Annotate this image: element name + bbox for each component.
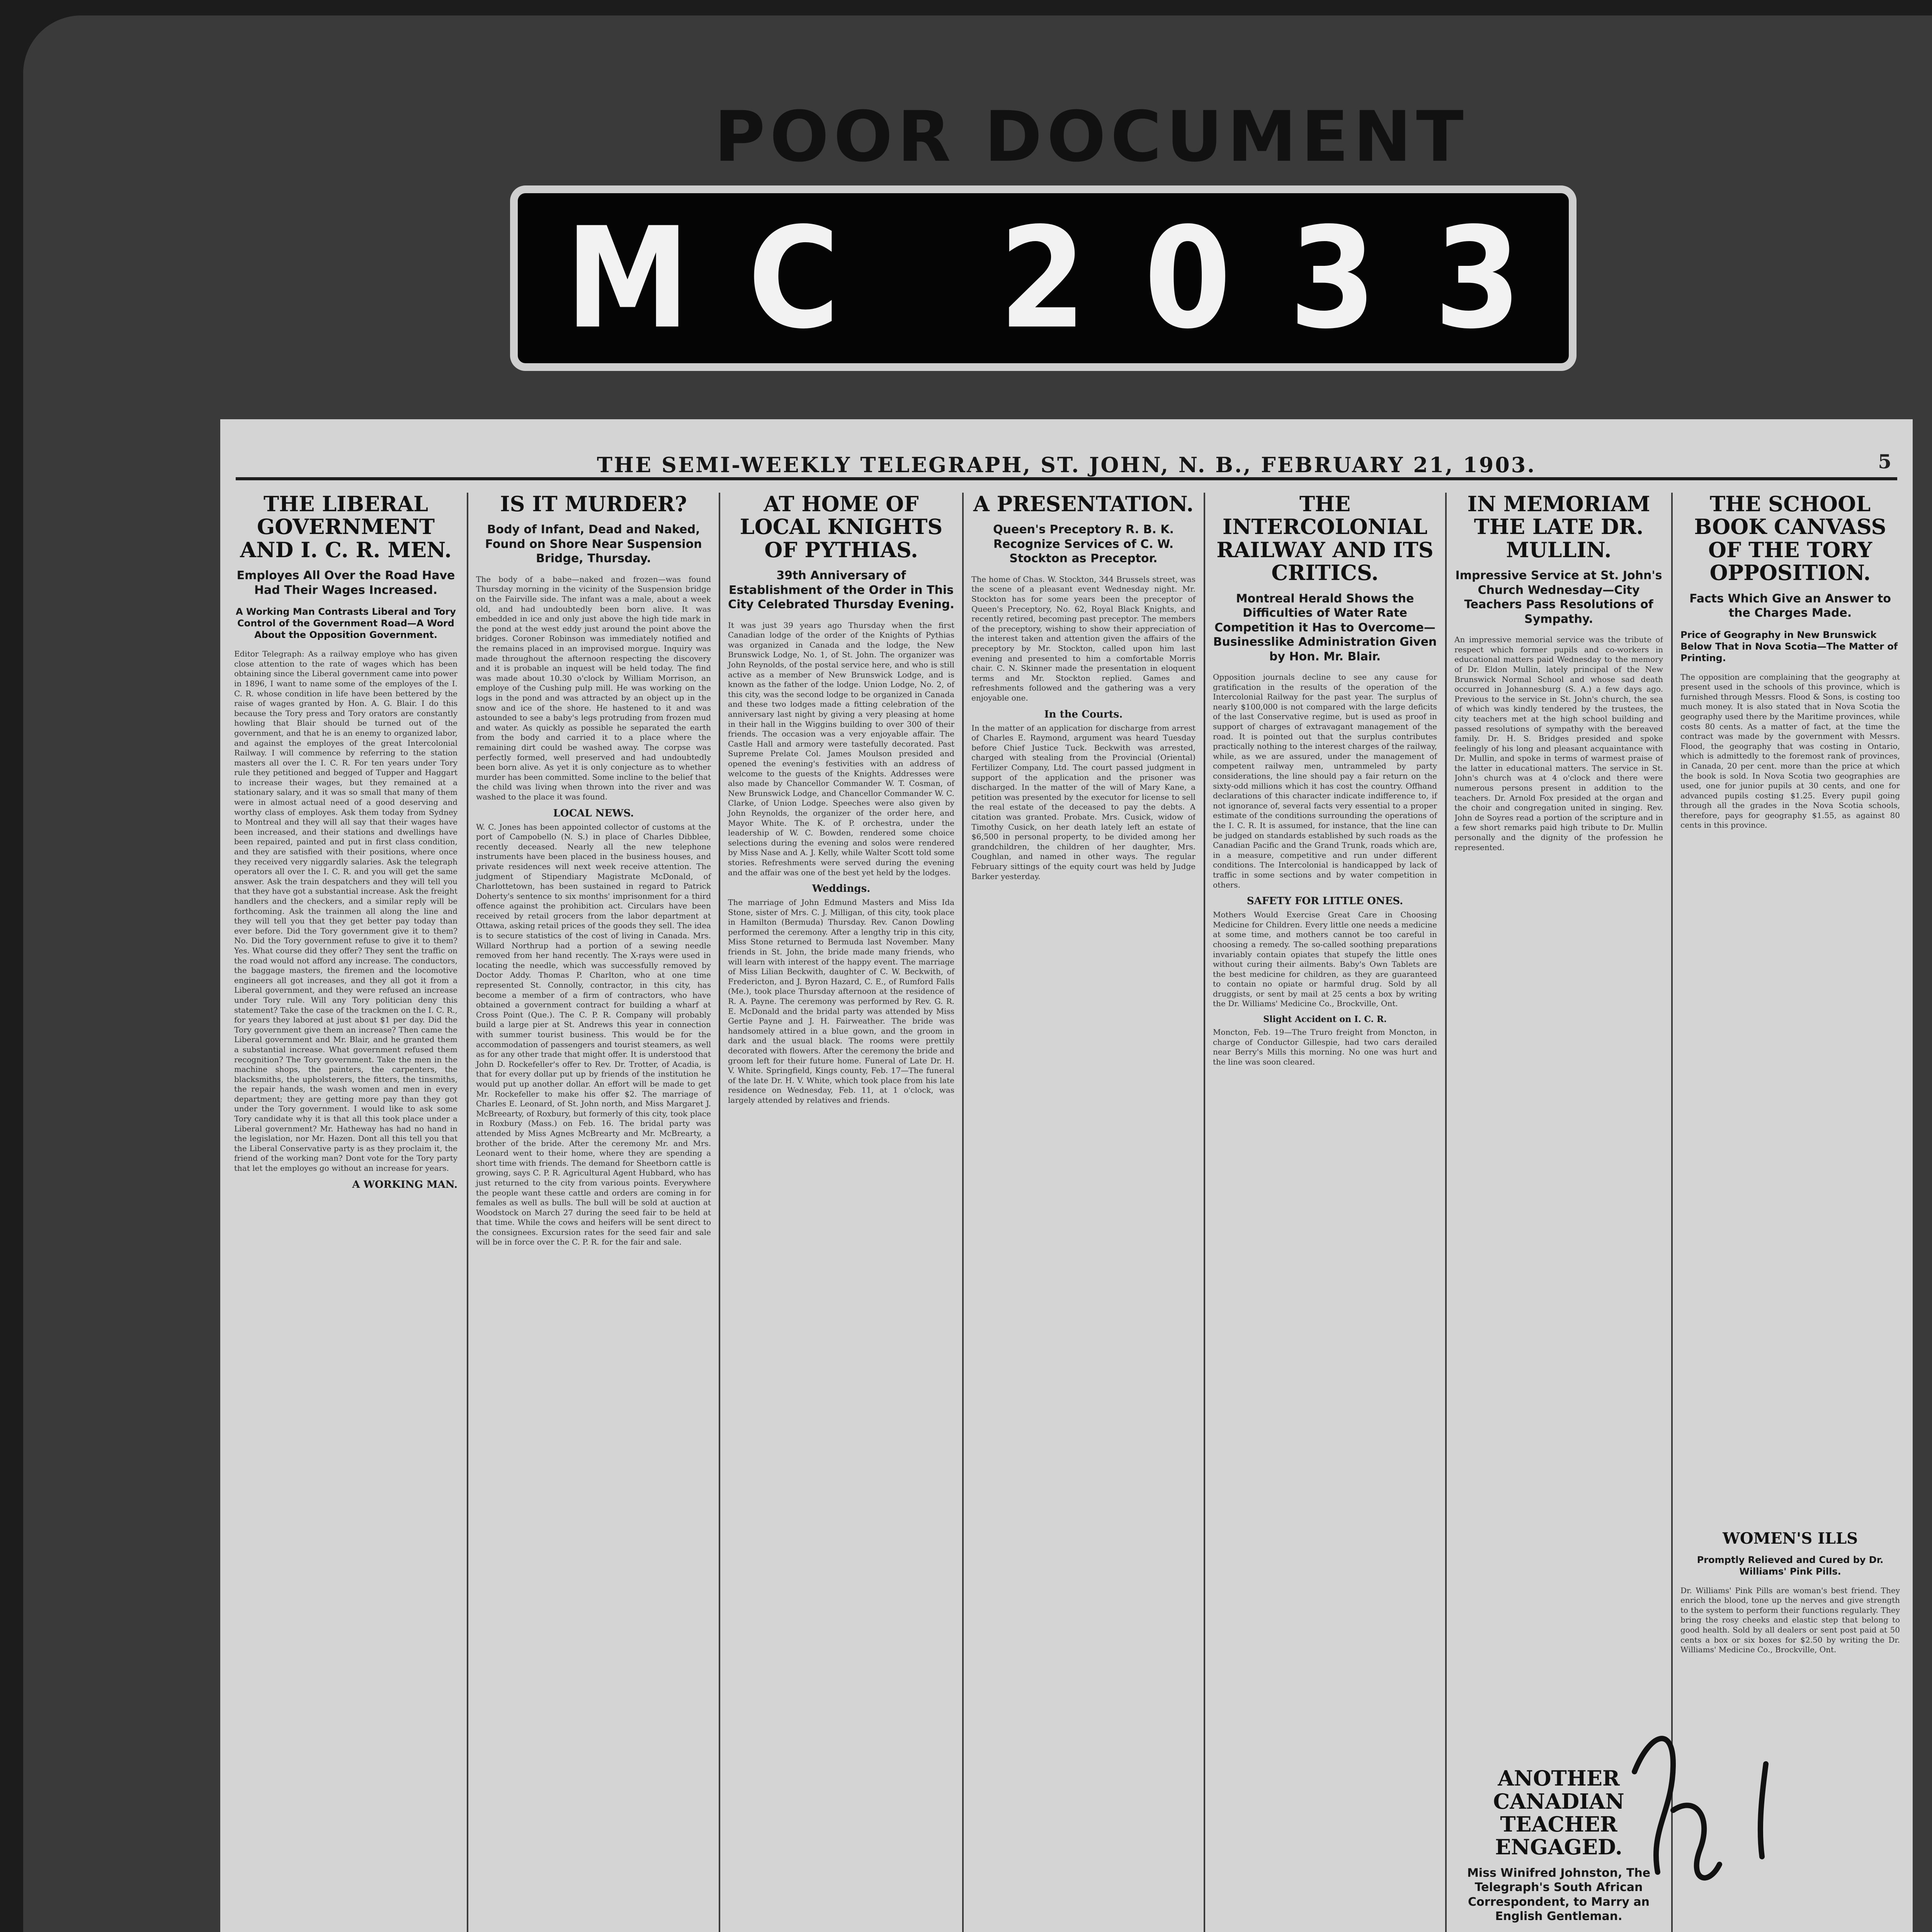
- article-body: W. C. Jones has been appointed collector of customs at the port of Campobello (N. S.) in place of Charles Dibblee, recently deceased. Nearly all the new telephone instruments have been placed in the business houses, and private residences will next week receive attention. The judgment of Stipendiary Magistrate McDonald, of Charlottetown, has been sustained in regard to Patrick Doherty's sentence to six months' imprisonment for a third offence against the prohibition act. Circulars have been received by retail grocers from the labor department at Ottawa, asking retail prices of the goods they sell. The idea is to secure statistics of the cost of living in Canada. Mrs. Willard Northrup had a portion of a sewing needle removed from her hand recently. The X-rays were used in locating the needle, which was successfully removed by Doctor Addy. Thomas P. Charlton, who at one time represented St. Connolly, contractor, in this city, has become a member of a firm of contractors, who have obtained a government contract for building a wharf at Cross Point (Que.). The C. P. R. Company will probably build a large pier at St. Andrews this year in connection with summer tourist business. This would be for the accommodation of passengers and tourist steamers, as well as for any other trade that might offer. It is understood that John D. Rockefeller's offer to Rev. Dr. Trotter, of Acadia, is that for every dollar put up by friends of the institution he would put up another dollar. An effort will be made to get Mr. Rockefeller to make his offer $2. The marriage of Charles E. Leonard, of St. John north, and Miss Margaret J. McBreearty, of Roxbury, but formerly of this city, took place in Roxbury (Mass.) on Feb. 16. The bridal party was attended by Miss Agnes McBrearty and Mr. McBrearty, a brother of the bride. After the ceremony Mr. and Mrs. Leonard went to their home, where they are spending a short time with friends. The demand for Sheetborn cattle is growing, says C. P. R. Agricultural Agent Hubbard, who has just returned to the city from various points. Everywhere the people want these cattle and orders are coming in for females as well as bulls. The bull will be sold at auction at Woodstock on March 27 during the seed fair to be held at that time. While the cows and heifers will be sent direct to the consignees. Excursion rates for the seed fair and sale will be in force over the C. P. R. for the fair and sale.: [476, 822, 711, 1247]
- headline: IS IT MURDER?: [500, 493, 687, 516]
- headline: AT HOME OF LOCAL KNIGHTS OF PYTHIAS.: [740, 493, 943, 562]
- subheadline: Employes All Over the Road Have Had Their Wages Increased.: [236, 569, 455, 597]
- column-3: [722, 493, 961, 1932]
- headline: THE LIBERAL GOVERNMENT AND I. C. R. MEN.: [240, 493, 452, 562]
- column-rule: [1671, 493, 1673, 1932]
- headline: THE SCHOOL BOOK CANVASS OF THE TORY OPPOSITION.: [1694, 493, 1886, 585]
- subheadline-2: Price of Geography in New Brunswick Below That in Nova Scotia—The Matter of Printing.: [1680, 629, 1898, 663]
- signature: A WORKING MAN.: [352, 1179, 457, 1190]
- article-body: An impressive memorial service was the tribute of respect which former pupils and co-workers in educational matters paid Wednesday to the memory of Dr. Eldon Mullin, lately principal of the New Brunswick Normal School and whose sad death occurred in Johannesburg (S. A.) a few days ago. Previous to the service in St. John's church, the sea of which was kindly tendered by the trustees, the city teachers met at the high school building and passed resolutions of sympathy with the bereaved family. Dr. H. S. Bridges presided and spoke feelingly of his long and pleasant acquaintance with Dr. Mullin, and spoke in terms of warmest praise of the latter in educational matters. The service in St. John's church was at 4 o'clock and there were numerous persons present in addition to the teachers. Dr. Arnold Fox presided at the organ and the choir and congregation united in singing. Rev. John de Soyres read a portion of the scripture and in a few short remarks paid high tribute to Dr. Mullin personally and the dignity of the profession he represented.: [1454, 635, 1663, 852]
- section-heading: SAFETY FOR LITTLE ONES.: [1247, 895, 1403, 907]
- column-4: [965, 493, 1202, 1932]
- article-body: Moncton, Feb. 19—The Truro freight from Moncton, in charge of Conductor Gillespie, had two cars derailed near Berry's Mills this morning. No one was hurt and the line was soon cleared.: [1213, 1027, 1437, 1066]
- headline: THE INTERCOLONIAL RAILWAY AND ITS CRITICS.: [1216, 493, 1434, 585]
- section-heading: LOCAL NEWS.: [553, 807, 634, 819]
- article-body: In the matter of an application for discharge from arrest of Charles E. Raymond, argument was heard Tuesday before Chief Justice Tuck. Beckwith was arrested, charged with stealing from the Provincial (Oriental) Fertilizer Company, Ltd. The court passed judgment in support of the application and the prisoner was discharged. In the matter of the will of Mary Kane, a petition was presented by the executor for license to sell the real estate of the deceased to pay the debts. A citation was granted. Probate. Mrs. Cusick, widow of Timothy Cusick, on her death lately left an estate of $6,500 in personal property, to be divided among her grandchildren, the children of her daughter, Mrs. Coughlan, and named in other ways. The regular February sittings of the equity court was held by Judge Barker yesterday.: [971, 723, 1196, 881]
- article-body: Opposition journals decline to see any cause for gratification in the results of the operation of the Intercolonial Railway for the past year. The surplus of nearly $100,000 is not compared with the large deficits of the last Conservative regime, but is used as proof in support of charges of extravagant management of the road. It is pointed out that the surplus contributes practically nothing to the interest charges of the railway, while, as we are assured, under the management of competent railway men, untrammeled by party considerations, the line should pay a fair return on the sixty-odd millions which it has cost the country. Offhand declarations of this character indicate indifference to, if not ignorance of, several facts very essential to a proper estimate of the conditions surrounding the operations of the I. C. R. It is assumed, for instance, that the line can be judged on standards established by such roads as the Canadian Pacific and the Grand Trunk, roads which are, in a measure, competitive and run under different conditions. The Intercolonial is handicapped by lack of traffic in some sections and by water competition in others.: [1213, 672, 1437, 889]
- subheadline: Body of Infant, Dead and Naked, Found on Shore Near Suspension Bridge, Thursday.: [485, 523, 702, 566]
- column-1: [228, 493, 464, 1932]
- article-body: Editor Telegraph: As a railway employe who has given close attention to the rate of wages which has been obtaining since the Liberal government came into power in 1896, I want to name some of the employes of the I. C. R. whose condition in life have been bettered by the raise of wages granted by Hon. A. G. Blair. I do this because the Tory press and Tory orators are constantly howling that Blair should be turned out of the government, and that he is an enemy to organized labor, and against the employes of the great Intercolonial Railway. I will commence by referring to the station masters all over the I. C. R. For ten years under Tory rule they petitioned and begged of Tupper and Haggart to increase their wages, but they remained at a stationary salary, and it was so small that many of them were in almost actual need of a good deserving and worthy class of employes. Ask them today from Sydney to Montreal and they will all say that their wages have been increased, and their stations and dwellings have been repaired, painted and put in first class condition, and they are satisfied with their positions, where once they received very niggardly salaries. Ask the telegraph operators all over the I. C. R. and you will get the same answer. Ask the train despatchers and they will tell you that they have got a substantial increase. Ask the freight handlers and the checkers, and a similar reply will be forthcoming. Ask the trainmen all along the line and they will tell you that they get better pay today than ever before. Did the Tory government give it to them? No. Did the Tory government refuse to give it to them? Yes. What course did they offer? They sent the traffic on the road would not afford any increase. The conductors, the baggage masters, the firemen and the locomotive engineers all got increases, and they all got it from a Liberal government, and they were refused an increase under Tory rule. Will any Tory politician deny this statement? Take the case of the trackmen on the I. C. R., for years they labored at just about $1 per day. Did the Tory government give them an increase? Then came the Liberal government and Mr. Blair, and he granted them a substantial increase. What government refused them recognition? The Tory government. Take the men in the machine shops, the painters, the carpenters, the blacksmiths, the upholsterers, the fitters, the tinsmiths, the repair hands, the wash women and men in every department; they are getting more pay than they got under the Tory government. I would like to ask some Tory candidate why it is that all this took place under a Liberal government? Mr. Hatheway has had no hand in the legislation, nor Mr. Hazen. Dont all this tell you that the Liberal Conservative party is as they proclaim it, the friend of the working man? Dont vote for the Tory party that let the employes go without an increase for years.: [234, 649, 457, 1173]
- poor-document-label: POOR DOCUMENT: [714, 97, 1468, 177]
- headline: WOMEN'S ILLS: [1723, 1529, 1858, 1548]
- newspaper-page: [220, 419, 1913, 1932]
- subheadline: Montreal Herald Shows the Difficulties of Water Rate Competition it Has to Overcome—Businesslike Administration Given by Hon. Mr. Blair.: [1213, 592, 1437, 663]
- headline: A PRESENTATION.: [973, 493, 1194, 516]
- subheadline: Promptly Relieved and Cured by Dr. Williams' Pink Pills.: [1697, 1554, 1884, 1577]
- microfilm-code: MC 2033: [565, 197, 1580, 359]
- column-2: [470, 493, 717, 1932]
- column-rule: [962, 493, 964, 1932]
- subheadline: Queen's Preceptory R. B. K. Recognize Services of C. W. Stockton as Preceptor.: [993, 523, 1174, 566]
- subheadline: Facts Which Give an Answer to the Charges Made.: [1689, 592, 1891, 620]
- column-5: [1207, 493, 1443, 1932]
- article-body: The opposition are complaining that the geography at present used in the schools of this province, which is furnished through Messrs. Flood & Sons, is costing too much money. It is also stated that in Nova Scotia the geography used there by the Maritime provinces, while costs 80 cents. As a matter of fact, at the time the contract was made by the government with Messrs. Flood, the geography that was costing in Ontario, which is admittedly to the foremost rank of provinces, in Canada, 20 per cent. more than the price at which the book is sold. In Nova Scotia two geographies are used, one for junior pupils at 30 cents, and one for advanced pupils costing $1.25. Every pupil going through all the grades in the Nova Scotia schools, therefore, pays for geography $1.55, as against 80 cents in this province.: [1680, 672, 1900, 830]
- subheadline: Impressive Service at St. John's Church Wednesday—City Teachers Pass Resolutions of Sympathy.: [1455, 569, 1662, 626]
- column-rule: [719, 493, 720, 1932]
- article-body: The marriage of John Edmund Masters and Miss Ida Stone, sister of Mrs. C. J. Milligan, of this city, took place in Hamilton (Bermuda) Thursday. Rev. Canon Dowling performed the ceremony. After a lengthy trip in this city, Miss Stone returned to Bermuda last November. Many friends in St. John, the bride made many friends, who will learn with interest of the happy event. The marriage of Miss Lilian Beckwith, daughter of C. W. Beckwith, of Fredericton, and J. Byron Hazard, C. E., of Rumford Falls (Me.), took place Thursday afternoon at the residence of R. A. Payne. The ceremony was performed by Rev. G. R. E. McDonald and the bridal party was attended by Miss Gertie Payne and J. H. Fairweather. The bride was handsomely attired in a blue gown, and the groom in dark and the usual black. The rooms were prettily decorated with flowers. After the ceremony the bride and groom left for their future home. Funeral of Late Dr. H. V. White. Springfield, Kings county, Feb. 17—The funeral of the late Dr. H. V. White, which took place from his late residence on Wednesday, Feb. 11, at 1 o'clock, was largely attended by relatives and friends.: [728, 898, 954, 1105]
- article-body: It was just 39 years ago Thursday when the first Canadian lodge of the order of the Knights of Pythias was organized in Canada and the lodge, the New Brunswick Lodge, No. 1, of St. John. The organizer was John Reynolds, of the postal service here, and who is still active as a member of New Brunswick Lodge, and is known as the father of the lodge. Union Lodge, No. 2, of this city, was the second lodge to be organized in Canada and these two lodges made a fitting celebration of the anniversary last night by giving a very pleasing at home in their hall in the Wiggins building to over 300 of their friends. The occasion was a very enjoyable affair. The Castle Hall and armory were tastefully decorated. Past Supreme Prelate Col. James Moulson presided and opened the evening's festivities with an address of welcome to the guests of the Knights. Addresses were also made by Chancellor Commander W. T. Cosman, of New Brunswick Lodge, and Chancellor Commander W. C. Clarke, of Union Lodge. Speeches were also given by John Reynolds, the organizer of the order here, and Mayor White. The K. of P. orchestra, under the leadership of W. C. Bowden, rendered some choice selections during the evening and solos were rendered by Miss Nase and A. J. Kelly, while Walter Scott told some stories. Refreshments were served during the evening and the affair was one of the best yet held by the lodges.: [728, 620, 954, 877]
- headline: IN MEMORIAM THE LATE DR. MULLIN.: [1467, 493, 1650, 562]
- column-rule: [1445, 493, 1447, 1932]
- page-number: 5: [1878, 450, 1891, 473]
- masthead: THE SEMI-WEEKLY TELEGRAPH, ST. JOHN, N. B., FEBRUARY 21, 1903.: [236, 442, 1897, 480]
- headline: ANOTHER CANADIAN TEACHER ENGAGED.: [1493, 1766, 1624, 1860]
- column-rule: [1204, 493, 1205, 1932]
- column-6: [1448, 493, 1669, 1932]
- subheadline: Miss Winifred Johnston, The Telegraph's South African Correspondent, to Marry an English Gentleman.: [1467, 1866, 1651, 1923]
- article-body: The body of a babe—naked and frozen—was found Thursday morning in the vicinity of the Suspension bridge on the Fairville side. The infant was a male, about a week old, and had undoubtedly been born alive. It was embedded in ice and only just above the high tide mark in the pond at the west eddy just around the point above the bridges. Coroner Robinson was immediately notified and the remains placed in an improvised morgue. Inquiry was made throughout the afternoon respecting the discovery and it is probable an inquest will be held today. The find was made about 10.30 o'clock by William Morrison, an employe of the Cushing pulp mill. He was working on the logs in the pond and was attracted by an object up in the snow and ice of the shore. He hastened to it and was astounded to see a baby's legs protruding from frozen mud and water. As quickly as possible he separated the earth from the body and carried it to a place where the remaining dirt could be washed away. The corpse was perfectly formed, well preserved and had undoubtedly been born alive. As yet it is only conjecture as to whether murder has been committed. Some incline to the belief that the child was living when thrown into the river and was washed to the place it was found.: [476, 574, 711, 801]
- article-body: Mothers Would Exercise Great Care in Choosing Medicine for Children. Every little one needs a medicine at some time, and mothers cannot be too careful in choosing a remedy. The so-called soothing preparations invariably contain opiates that stupefy the little ones without curing their ailments. Baby's Own Tablets are the best medicine for children, as they are guaranteed to contain no opiate or harmful drug. Sold by all druggists, or sent by mail at 25 cents a box by writing the Dr. Williams' Medicine Co., Brockville, Ont.: [1213, 910, 1437, 1009]
- section-heading: Weddings.: [812, 883, 871, 895]
- microfilm-code-plate: [510, 185, 1580, 371]
- column-rule: [467, 493, 468, 1932]
- subheadline-2: A Working Man Contrasts Liberal and Tory Control of the Government Road—A Word About the Opposition Government.: [236, 606, 456, 641]
- section-heading: In the Courts.: [1044, 708, 1123, 720]
- article-body: Dr. Williams' Pink Pills are woman's best friend. They enrich the blood, tone up the nerves and give strength to the system to perform their functions regularly. They bring the rosy cheeks and elastic step that belong to good health. Sold by all dealers or sent post paid at 50 cents a box or six boxes for $2.50 by writing the Dr. Williams' Medicine Co., Brockville, Ont.: [1680, 1585, 1900, 1655]
- column-7: [1674, 493, 1906, 1932]
- subheadline: 39th Anniversary of Establishment of the Order in This City Celebrated Thursday Evening.: [728, 569, 954, 612]
- article-body: The home of Chas. W. Stockton, 344 Brussels street, was the scene of a pleasant event Wednesday night. Mr. Stockton has for some years been the preceptor of Queen's Preceptory, No. 62, Royal Black Knights, and recently retired, becoming past preceptor. The members of the preceptory, wishing to show their appreciation of the interest taken and attention given the affairs of the preceptory by Mr. Stockton, called upon him last evening and presented to him a comfortable Morris chair. C. N. Skinner made the presentation in eloquent terms and Mr. Stockton replied. Games and refreshments followed and the gathering was a very enjoyable one.: [971, 574, 1196, 703]
- section-heading: Slight Accident on I. C. R.: [1263, 1014, 1387, 1025]
